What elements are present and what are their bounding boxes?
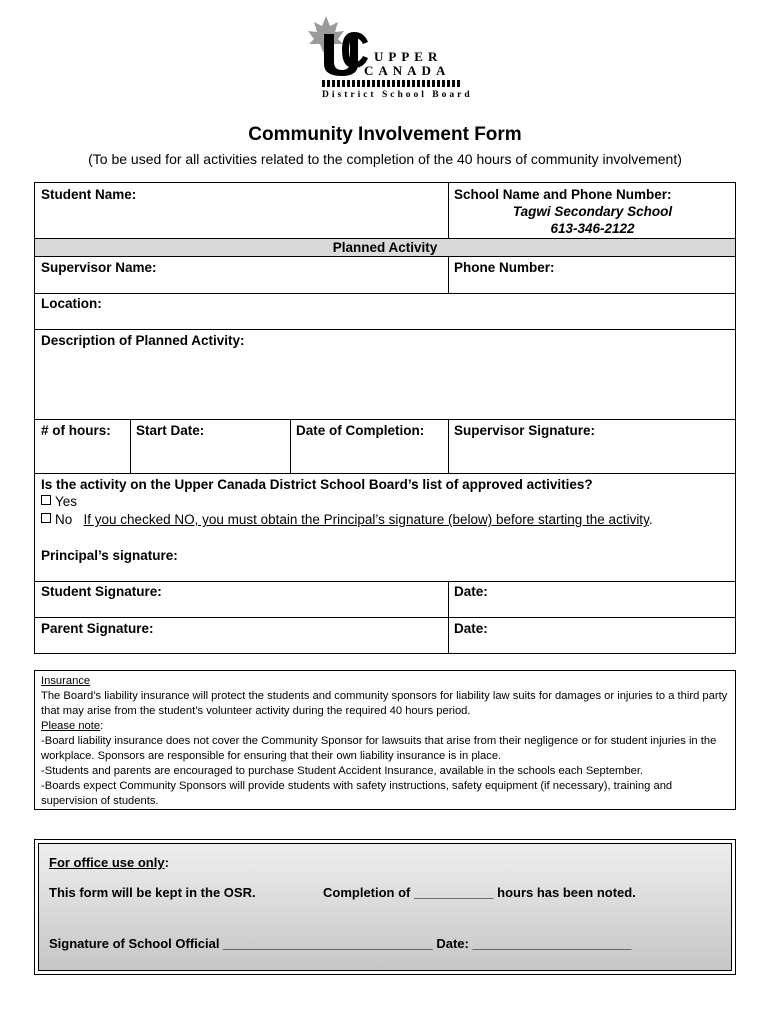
insurance-notice (34, 670, 736, 810)
parent-signature-label: Parent Signature: (41, 621, 154, 636)
principal-signature-label: Principal’s signature: (41, 548, 178, 563)
no-label: No (55, 512, 73, 527)
supervisor-signature-label: Supervisor Signature: (454, 423, 596, 438)
completion-hours-text: Completion of ___________ hours has been noted. (323, 885, 636, 900)
student-name-label: Student Name: (41, 187, 137, 202)
no-option[interactable] (41, 512, 653, 527)
district-logo (306, 16, 473, 102)
school-phone-value: 613-346-2122 (550, 221, 635, 236)
planned-activity-heading: Planned Activity (332, 240, 438, 255)
no-note: If you checked NO, you must obtain the Principal’s signature (below) before starting the activity (83, 512, 649, 527)
yes-option[interactable] (41, 494, 77, 509)
hours-label: # of hours: (41, 423, 111, 438)
please-note-line: Please note: (41, 720, 104, 732)
location-label: Location: (41, 296, 102, 311)
school-name-value: Tagwi Secondary School (512, 204, 673, 219)
no-checkbox[interactable] (41, 513, 51, 523)
description-label: Description of Planned Activity: (41, 333, 245, 348)
supervisor-name-label: Supervisor Name: (41, 260, 157, 275)
insurance-bullet: -Students and parents are encouraged to purchase Student Accident Insurance, available in the schools each September. (41, 765, 644, 777)
completion-date-label: Date of Completion: (296, 423, 425, 438)
yes-checkbox[interactable] (41, 495, 51, 505)
office-use-heading: For office use only: (49, 855, 169, 870)
school-name-label: School Name and Phone Number: (454, 187, 672, 202)
insurance-heading: Insurance (41, 675, 91, 687)
logo-line-district: District School Board (322, 90, 473, 100)
office-use-box (34, 839, 736, 975)
insurance-bullet: -Boards expect Community Sponsors will provide students with safety instructions, safety equipment (if necessary), training and supervision of students. (41, 780, 673, 807)
approved-question: Is the activity on the Upper Canada District School Board’s list of approved activities? (41, 477, 593, 492)
community-involvement-form (34, 182, 736, 654)
student-signature-label: Student Signature: (41, 584, 162, 599)
page-subtitle: (To be used for all activities related to the completion of the 40 hours of community involvement) (88, 151, 682, 167)
logo-line-upper: UPPER (374, 49, 443, 64)
no-note-end: . (648, 512, 653, 527)
osr-text: This form will be kept in the OSR. (49, 885, 256, 900)
student-date-label: Date: (454, 584, 488, 599)
uc-monogram-icon (320, 28, 370, 78)
insurance-paragraph: The Board’s liability insurance will protect the students and community sponsors for liability law suits for damages or injuries to a third party that may arise from the student’s volunteer activity during the required 40 hours period. (41, 690, 728, 717)
logo-pattern-bar (322, 80, 462, 87)
parent-date-label: Date: (454, 621, 488, 636)
logo-line-canada: CANADA (364, 63, 451, 78)
please-note-heading: Please note (41, 720, 101, 732)
official-signature-text: Signature of School Official _____________________________ Date: ______________________ (49, 936, 632, 951)
insurance-bullet: -Board liability insurance does not cover the Community Sponsor for lawsuits that arise from their negligence or for student injuries in the workplace. Sponsors are responsible for ensuring that their own liability insurance is in place. (41, 735, 717, 762)
office-use-panel (38, 843, 732, 971)
page-title: Community Involvement Form (248, 124, 522, 145)
phone-number-label: Phone Number: (454, 260, 555, 275)
yes-label: Yes (55, 494, 78, 509)
start-date-label: Start Date: (136, 423, 205, 438)
